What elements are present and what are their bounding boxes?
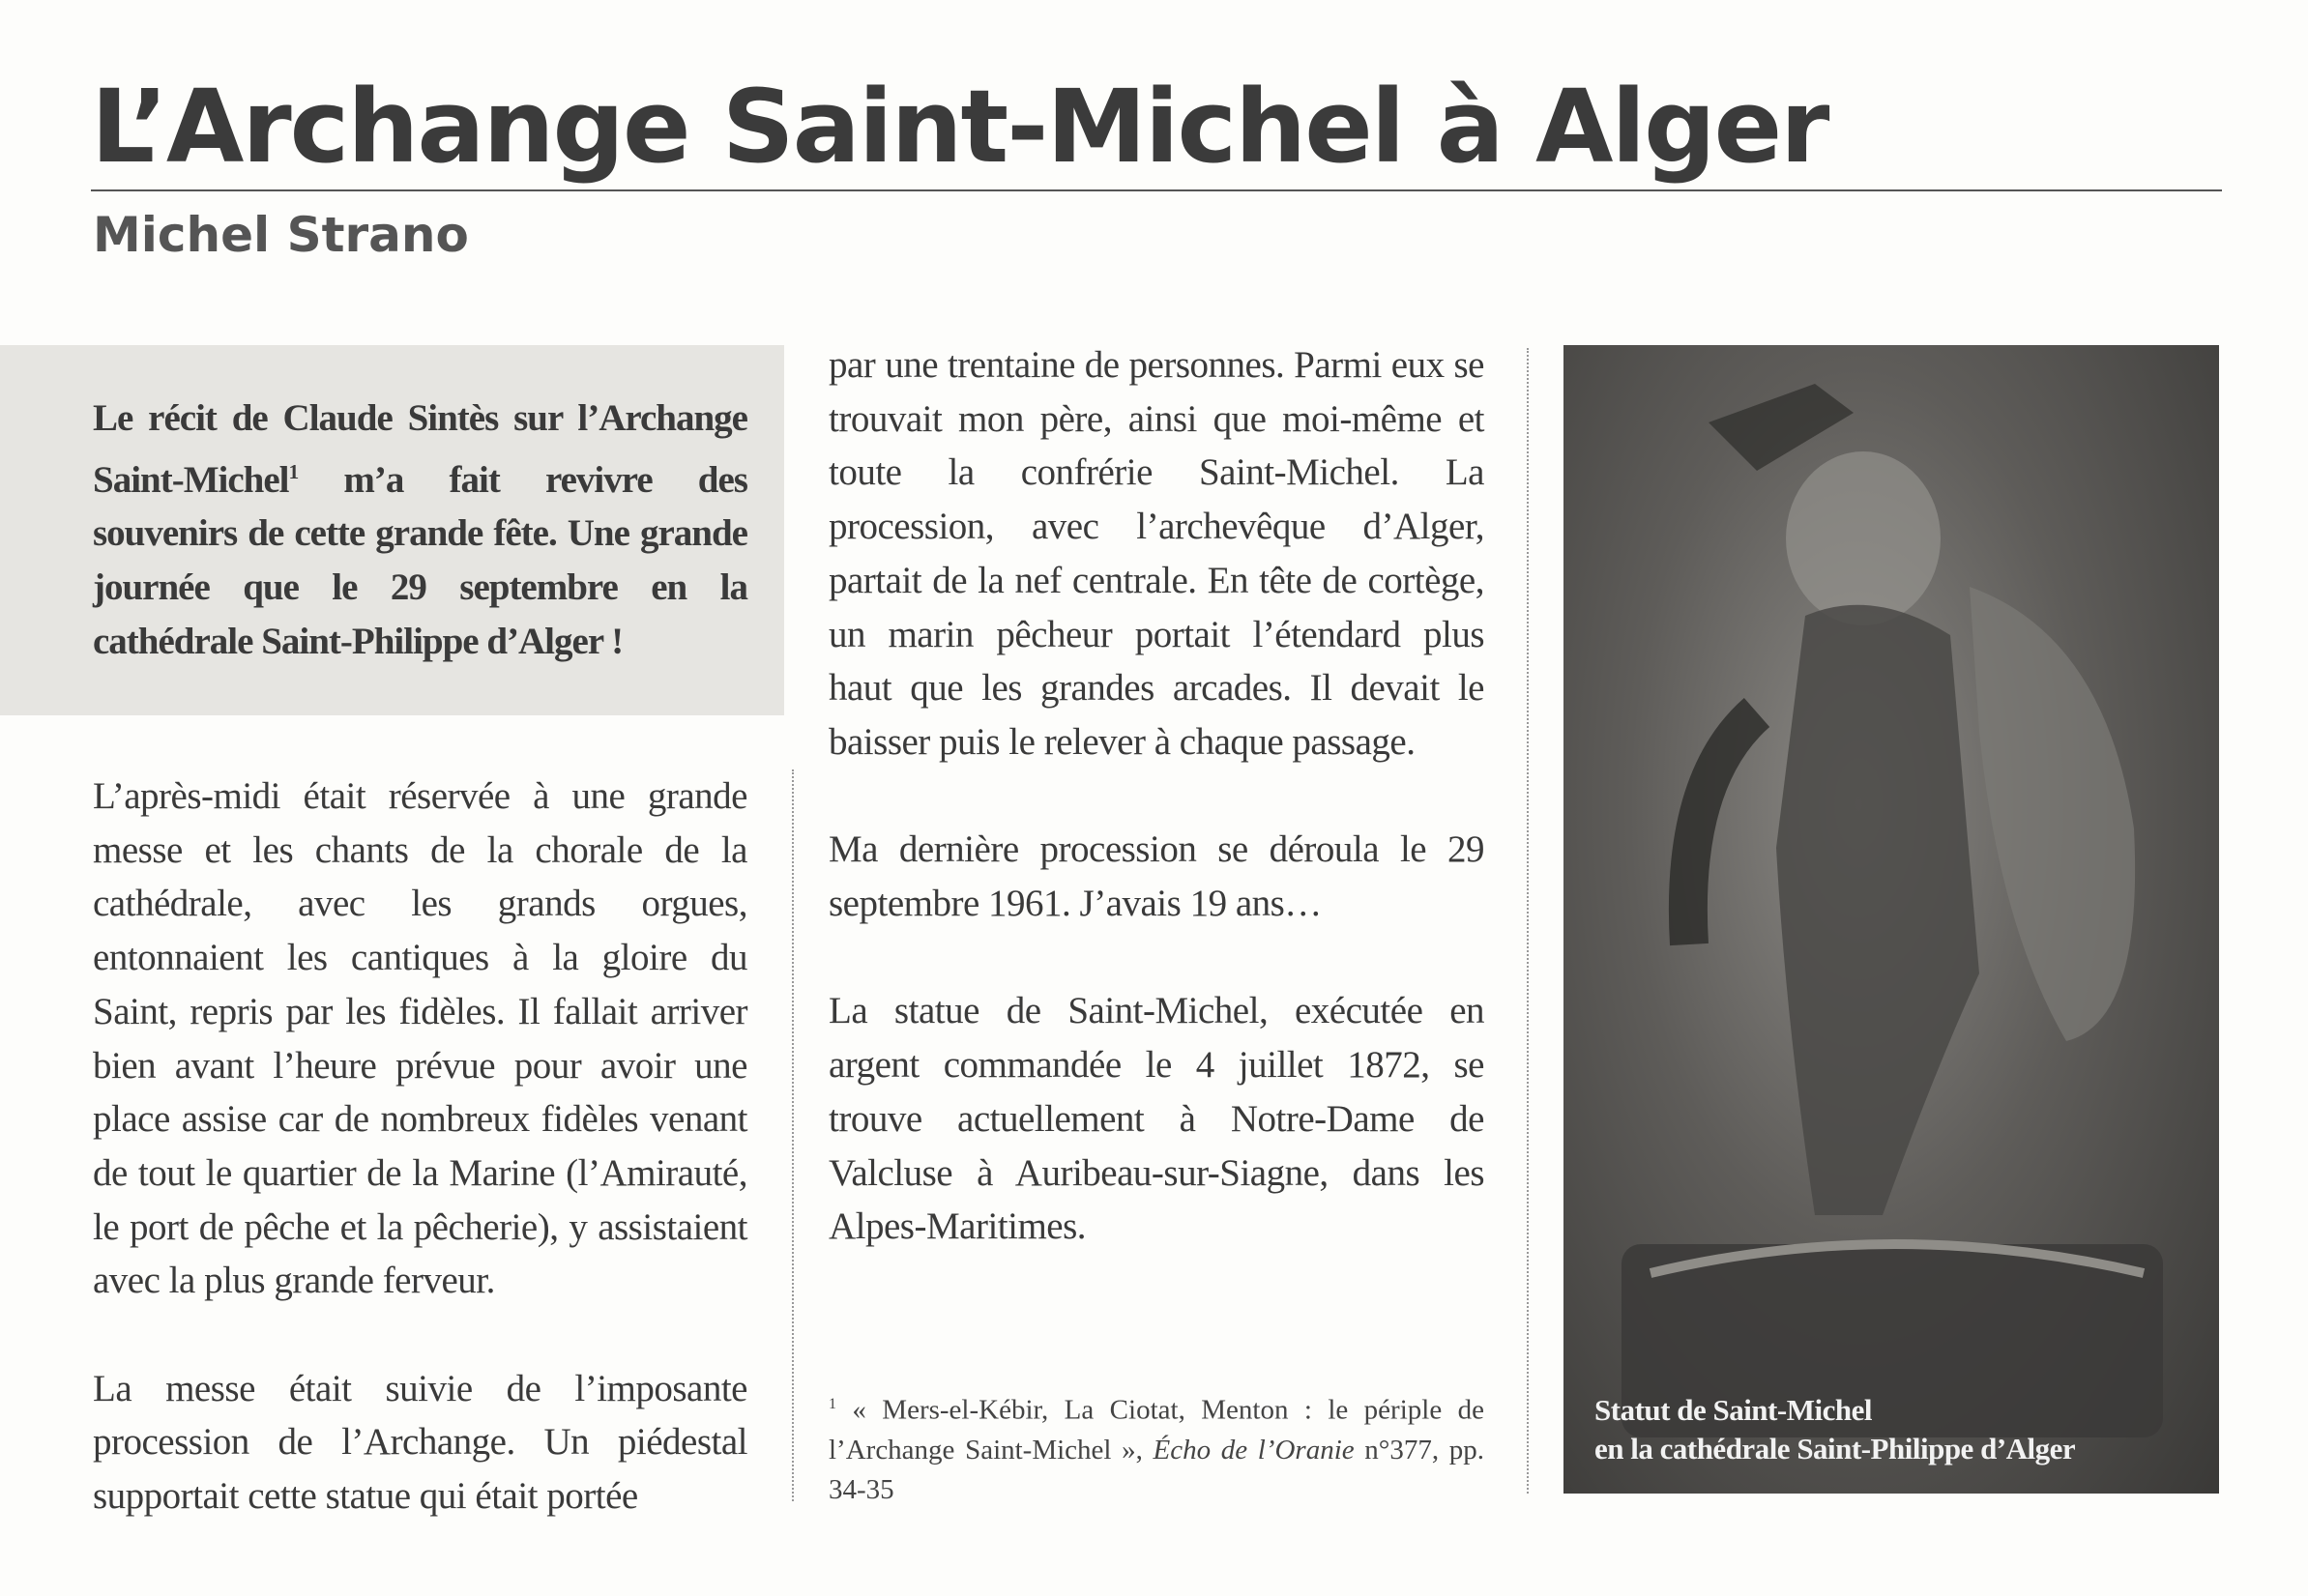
caption-line: Statut de Saint-Michel — [1594, 1393, 1872, 1427]
footnote-mark: 1 — [829, 1396, 836, 1412]
article-title: L’Archange Saint-Michel à Alger — [91, 68, 1828, 186]
column-divider — [1527, 348, 1529, 1494]
paragraph: La messe était suivie de l’imposante procession de l’Archange. Un piédestal supportait cette statue qui était portée — [93, 1367, 747, 1518]
footnote-source: Écho de l’Oranie — [1153, 1434, 1355, 1465]
intro-text: Le récit de Claude Sintès sur l’Archange Saint-Michel — [93, 397, 747, 501]
paragraph: La statue de Saint-Michel, exécutée en argent commandée le 4 juillet 1872, se trouve actuellement à Notre-Dame de Valcluse à Auribeau-sur-Siagne, dans les Alpes-Maritimes. — [829, 990, 1484, 1248]
footnote-ref: 1 — [288, 459, 299, 483]
paragraph: L’après-midi était réservée à une grande messe et les chants de la chorale de la cathédrale, avec les grands orgues, entonnaient les cantiques à la gloire du Saint, repris par les fidèles. Il fallait arriver bien avant l’heure prévue pour avoir une place assise car de nombreux fidèles venant de tout le quartier de la Marine (l’Amirauté, le port de pêche et la pêcherie), y assistaient avec la plus grande ferveur. — [93, 775, 747, 1302]
statue-photo — [1563, 345, 2219, 1494]
footnote-text: « Mers-el-Kébir, La Ciotat, Menton : le périple de l’Archange Saint-Michel », — [829, 1394, 1484, 1465]
intro-paragraph — [93, 392, 747, 669]
paragraph: par une trentaine de personnes. Parmi eux se trouvait mon père, ainsi que moi-même et toute la confrérie Saint-Michel. La procession, avec l’archevêque d’Alger, partait de la nef centrale. En tête de cortège, un marin pêcheur portait l’étendard plus haut que les grandes arcades. Il devait le baisser puis le relever à chaque passage. — [829, 344, 1484, 763]
column-2 — [829, 338, 1484, 1308]
photo-caption — [1594, 1391, 2075, 1468]
paragraph: Ma dernière procession se déroula le 29 septembre 1961. J’avais 19 ans… — [829, 828, 1484, 925]
caption-line: en la cathédrale Saint-Philippe d’Alger — [1594, 1432, 2076, 1465]
title-rule — [91, 189, 2222, 191]
column-divider — [792, 769, 794, 1501]
statue-illustration — [1563, 345, 2219, 1494]
column-1 — [93, 769, 747, 1578]
author-name: Michel Strano — [93, 207, 469, 263]
footnote — [829, 1384, 1484, 1510]
intro-text-cont: m’a fait revivre des souvenirs de cette grande fête. Une grande journée que le 29 septembre en la cathédrale Saint-Philippe d’Alger ! — [93, 458, 747, 662]
footnote-text-end: n°377, pp. 34-35 — [829, 1434, 1484, 1505]
